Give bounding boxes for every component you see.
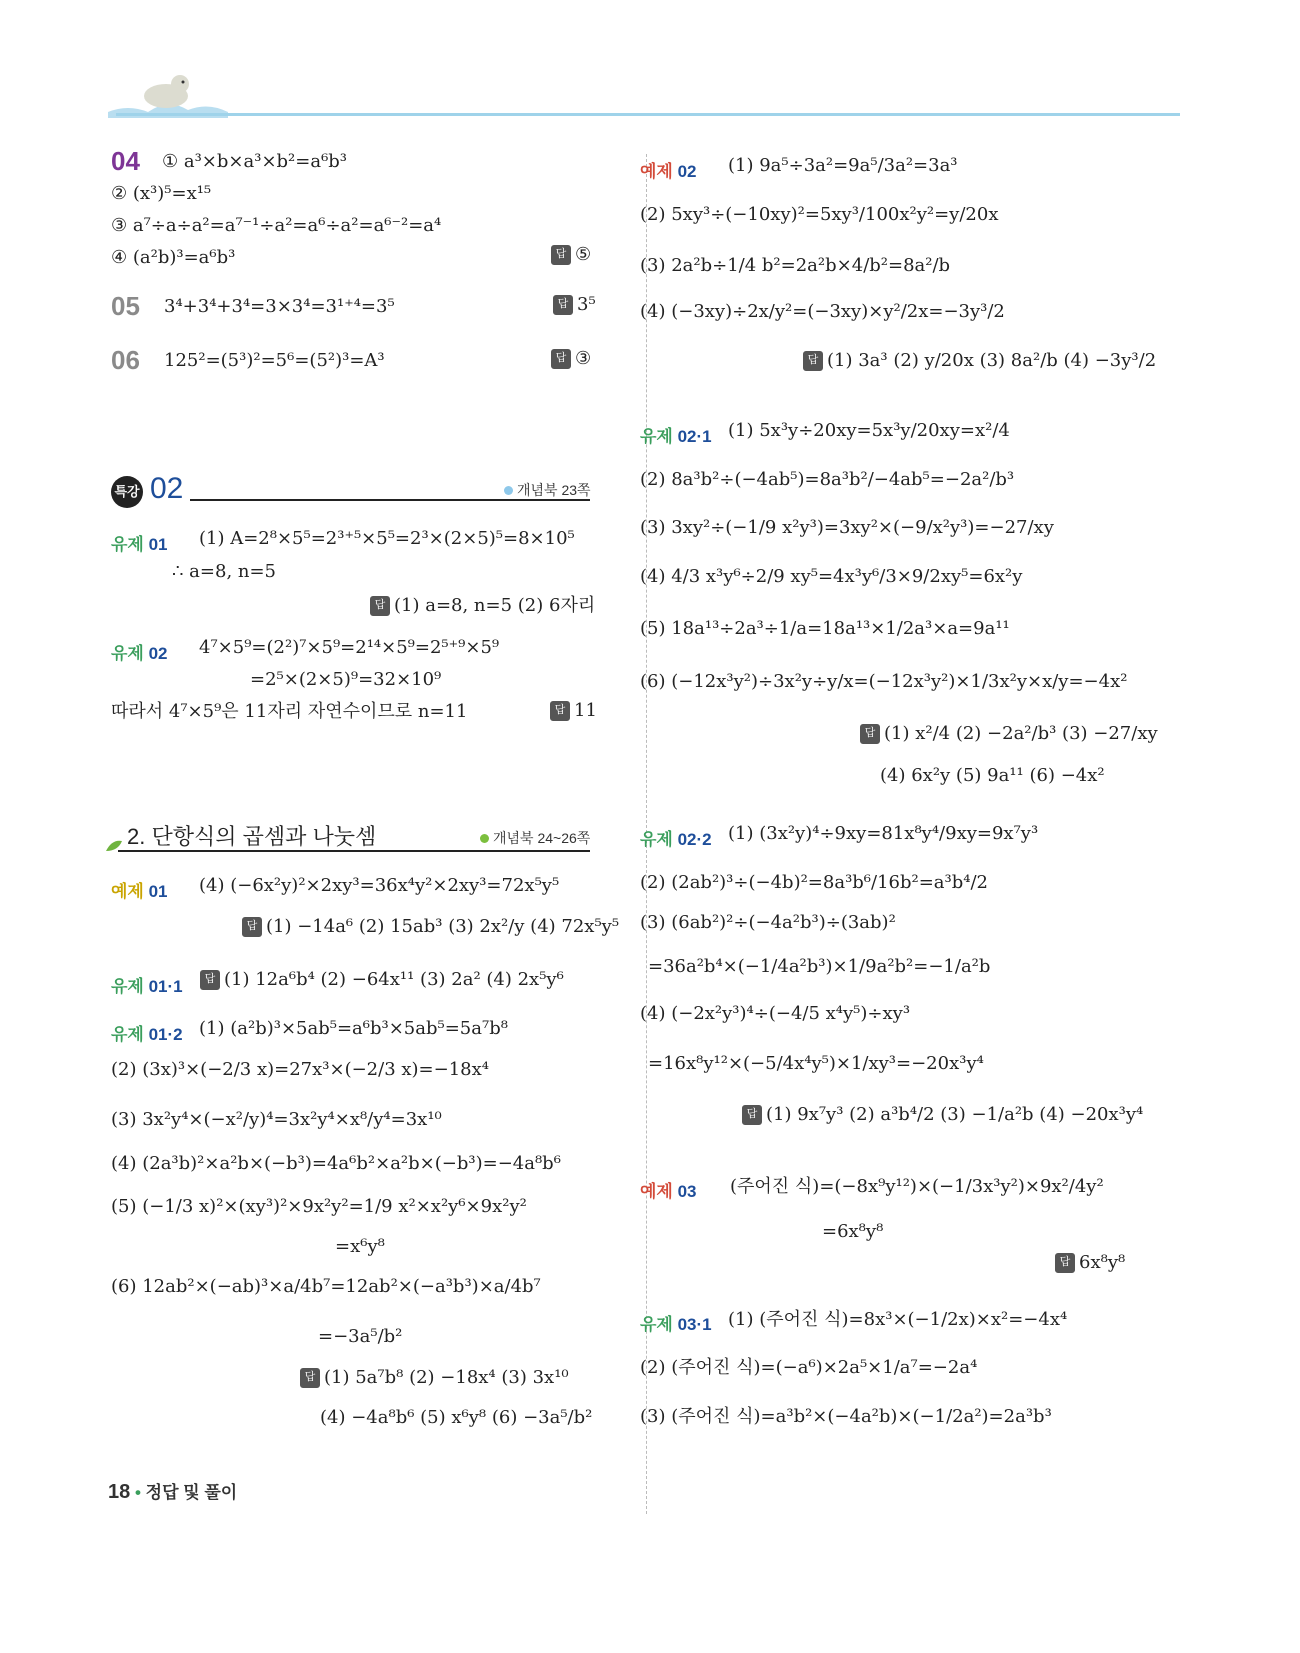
solution-line: 125²=(5³)²=5⁶=(5²)³=A³ [164, 350, 385, 371]
answer-badge-icon: 답 [550, 701, 570, 721]
problem-number: 04 [111, 146, 140, 176]
solution-line: (4) (−3xy)÷2x/y²=(−3xy)×y²/2x=−3y³/2 [640, 301, 1005, 322]
footer-dot-icon: • [134, 1483, 141, 1502]
answer: 답 (1) a=8, n=5 (2) 6자리 [370, 591, 595, 617]
answer: 답 3⁵ [553, 294, 596, 315]
solution-line: (5) 18a¹³÷2a³÷1/a=18a¹³×1/2a³×a=9a¹¹ [640, 618, 1010, 639]
exercise-label: 유제 02·2 [640, 830, 712, 849]
solution-line: (3) (주어진 식)=a³b²×(−4a²b)×(−1/2a²)=2a³b³ [640, 1406, 1052, 1427]
solution-line: (3) 2a²b÷1/4 b²=2a²b×4/b²=8a²/b [640, 255, 951, 276]
dot-icon [480, 834, 489, 843]
exercise-label: 유제 02 [111, 644, 168, 663]
section-rule [118, 850, 590, 852]
page-footer [108, 1478, 237, 1504]
footer-label: 정답 및 풀이 [145, 1483, 238, 1502]
solution-line: 3⁴+3⁴+3⁴=3×3⁴=3¹⁺⁴=3⁵ [164, 296, 395, 317]
solution-line: (1) (주어진 식)=8x³×(−1/2x)×x²=−4x⁴ [728, 1309, 1068, 1330]
special-number: 02 [150, 472, 184, 505]
answer: 답 (1) 3a³ (2) y/20x (3) 8a²/b (4) −3y³/2 [803, 350, 1156, 371]
solution-line: 따라서 4⁷×5⁹은 11자리 자연수이므로 n=11 [111, 701, 468, 722]
solution-line: =36a²b⁴×(−1/4a²b³)×1/9a²b²=−1/a²b [648, 956, 991, 977]
answer-badge-icon: 답 [242, 917, 262, 937]
solution-line: (4) (2a³b)²×a²b×(−b³)=4a⁶b²×a²b×(−b³)=−4a⁸b⁶ [111, 1153, 561, 1174]
solution-line: ∴ a=8, n=5 [172, 561, 277, 582]
answer-badge-icon: 답 [803, 351, 823, 371]
exercise-label: 유제 01·2 [111, 1025, 183, 1044]
example-label: 예제 01 [111, 882, 168, 901]
solution-line: (3) 3xy²÷(−1/9 x²y³)=3xy²×(−9/x²y³)=−27/xy [640, 517, 1054, 538]
example-label: 예제 03 [640, 1182, 697, 1201]
leaf-icon [104, 838, 124, 857]
solution-line: =x⁶y⁸ [335, 1236, 385, 1257]
solution-line: (2) (2ab²)³÷(−4b)²=8a³b⁶/16b²=a³b⁴/2 [640, 872, 989, 893]
solution-line: ② (x³)⁵=x¹⁵ [111, 183, 212, 204]
solution-line: (2) (주어진 식)=(−a⁶)×2a⁵×1/a⁷=−2a⁴ [640, 1357, 978, 1378]
solution-line: (2) 8a³b²÷(−4ab⁵)=8a³b²/−4ab⁵=−2a²/b³ [640, 469, 1015, 490]
exercise-label: 유제 02·1 [640, 427, 712, 446]
solution-line: (5) (−1/3 x)²×(xy³)²×9x²y²=1/9 x²×x²y⁶×9x²y² [111, 1196, 527, 1217]
solution-line: ③ a⁷÷a÷a²=a⁷⁻¹÷a²=a⁶÷a²=a⁶⁻²=a⁴ [111, 215, 442, 236]
answer: 답 (1) 5a⁷b⁸ (2) −18x⁴ (3) 3x¹⁰ [300, 1367, 569, 1388]
solution-line: =6x⁸y⁸ [822, 1221, 884, 1242]
page-number: 18 [108, 1481, 131, 1503]
answer: 답 6x⁸y⁸ [1055, 1252, 1125, 1273]
answer: 답 (1) 9x⁷y³ (2) a³b⁴/2 (3) −1/a²b (4) −20x³y⁴ [742, 1104, 1143, 1125]
solution-line: 4⁷×5⁹=(2²)⁷×5⁹=2¹⁴×5⁹=2⁵⁺⁹×5⁹ [199, 637, 500, 658]
solution-line: =−3a⁵/b² [318, 1326, 403, 1347]
answer-badge-icon: 답 [742, 1105, 762, 1125]
answer-badge-icon: 답 [300, 1368, 320, 1388]
solution-line: ① a³×b×a³×b²=a⁶b³ [162, 151, 348, 172]
answer-badge-icon: 답 [551, 245, 571, 265]
answer: 답 ③ [551, 348, 591, 369]
answer: 답 (1) −14a⁶ (2) 15ab³ (3) 2x²/y (4) 72x⁵y⁵ [242, 916, 619, 937]
special-badge: 특강 [111, 476, 143, 508]
solution-line: =16x⁸y¹²×(−5/4x⁴y⁵)×1/xy³=−20x³y⁴ [648, 1053, 984, 1074]
solution-line: (4) (−6x²y)²×2xy³=36x⁴y²×2xy³=72x⁵y⁵ [199, 875, 560, 896]
solution-line: (1) 9a⁵÷3a²=9a⁵/3a²=3a³ [728, 155, 958, 176]
solution-line: (1) A=2⁸×5⁵=2³⁺⁵×5⁵=2³×(2×5)⁵=8×10⁵ [199, 528, 575, 549]
problem-number: 06 [111, 345, 140, 375]
solution-line: (4) (−2x²y³)⁴÷(−4/5 x⁴y⁵)÷xy³ [640, 1003, 911, 1024]
solution-line: (1) (3x²y)⁴÷9xy=81x⁸y⁴/9xy=9x⁷y³ [728, 823, 1039, 844]
solution-line: ④ (a²b)³=a⁶b³ [111, 247, 236, 268]
header-rule [116, 113, 1180, 116]
solution-line: (1) 5x³y÷20xy=5x³y/20xy=x²/4 [728, 420, 1010, 441]
problem-number: 05 [111, 291, 140, 321]
solution-line: (2) 5xy³÷(−10xy)²=5xy³/100x²y²=y/20x [640, 204, 999, 225]
exercise-label: 유제 01·1 [111, 977, 183, 996]
solution-line: (2) (3x)³×(−2/3 x)=27x³×(−2/3 x)=−18x⁴ [111, 1059, 489, 1080]
answer-badge-icon: 답 [200, 970, 220, 990]
answer: 답 (1) 12a⁶b⁴ (2) −64x¹¹ (3) 2a² (4) 2x⁵y⁶ [200, 969, 564, 990]
header-illustration [108, 68, 228, 118]
answer: (4) 6x²y (5) 9a¹¹ (6) −4x² [880, 765, 1105, 786]
exercise-label: 유제 01 [111, 535, 168, 554]
answer-badge-icon: 답 [1055, 1253, 1075, 1273]
solution-line: (주어진 식)=(−8x⁹y¹²)×(−1/3x³y²)×9x²/4y² [730, 1176, 1104, 1197]
dot-icon [504, 486, 513, 495]
concept-ref: 개념북 23쪽 [504, 480, 591, 500]
answer-badge-icon: 답 [553, 295, 573, 315]
solution-line: (1) (a²b)³×5ab⁵=a⁶b³×5ab⁵=5a⁷b⁸ [199, 1018, 508, 1039]
answer-badge-icon: 답 [860, 724, 880, 744]
exercise-label: 유제 03·1 [640, 1315, 712, 1334]
answer: 답 (1) x²/4 (2) −2a²/b³ (3) −27/xy [860, 723, 1158, 744]
solution-line: (3) 3x²y⁴×(−x²/y)⁴=3x²y⁴×x⁸/y⁴=3x¹⁰ [111, 1109, 442, 1130]
solution-line: (6) 12ab²×(−ab)³×a/4b⁷=12ab²×(−a³b³)×a/4b⁷ [111, 1276, 541, 1297]
solution-line: =2⁵×(2×5)⁹=32×10⁹ [250, 669, 442, 690]
section-title: 2. 단항식의 곱셈과 나눗셈 [127, 824, 377, 849]
example-label: 예제 02 [640, 162, 697, 181]
answer-badge-icon: 답 [551, 349, 571, 369]
solution-line: (3) (6ab²)²÷(−4a²b³)÷(3ab)² [640, 912, 896, 933]
solution-line: (6) (−12x³y²)÷3x²y÷y/x=(−12x³y²)×1/3x²y×x/y=−4x² [640, 671, 1128, 692]
answer: (4) −4a⁸b⁶ (5) x⁶y⁸ (6) −3a⁵/b² [320, 1407, 593, 1428]
answer: 답 ⑤ [551, 244, 591, 265]
solution-line: (4) 4/3 x³y⁶÷2/9 xy⁵=4x³y⁶/3×9/2xy⁵=6x²y [640, 566, 1023, 587]
answer: 답 11 [550, 700, 597, 721]
concept-ref: 개념북 24~26쪽 [480, 828, 590, 848]
answer-badge-icon: 답 [370, 596, 390, 616]
